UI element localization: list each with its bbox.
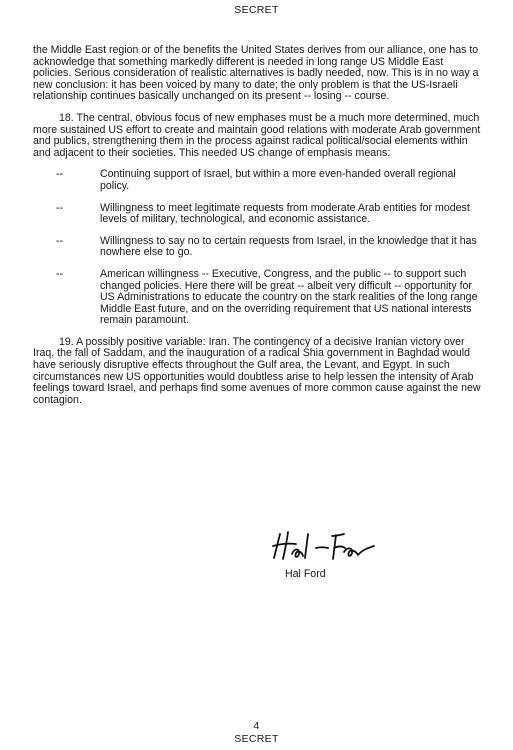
paragraph-19: 19. A possibly positive variable: Iran. The contingency of a decisive Iranian victory over Iraq, the fall of Saddam, and the inauguration of a radical Shia government in Baghdad would have seriously disruptive effects throughout the Gulf area, the Levant, and Egypt. In such circumstances new US opportunities would doubtless arise to help lessen the intensity of Arab feelings toward Israel, and perhaps find some avenues of more common cause against the new contagion. [33,335,481,406]
list-item [33,169,483,192]
list-item [33,236,483,259]
signature-block [270,528,390,580]
list-item [33,203,483,226]
list-item-text: Willingness to meet legitimate requests from moderate Arab entities for modest levels of military, technological, and economic assistance. [100,201,470,226]
signer-name: Hal Ford [285,568,326,580]
dash-marker: -- [56,267,64,280]
intro-paragraph: the Middle East region or of the benefits the United States derives from our alliance, one has to acknowledge that something markedly different is needed in long range US Middle East policies. Serious consideration of realistic alternatives is badly needed, now. This is in no way a new conclusion: it has been voiced by many to date; the only problem is that the US-Israeli relationship continues basically unchanged on its present -- losing -- course. [33,44,479,103]
paragraph-18: 18. The central, obvious focus of new emphases must be a much more determined, much more sustained US effort to create and maintain good relations with moderate Arab government and publics, strengthening them in the process against radical political/social elements within and adjacent to their societies. This needed US change of emphasis means: [33,111,481,159]
dash-marker: -- [56,201,64,214]
dash-marker: -- [56,168,64,181]
dash-marker: -- [56,234,64,247]
handwritten-signature [270,528,390,564]
page-number: 4 [253,720,260,732]
list-item-text: American willingness -- Executive, Congress, and the public -- to support such changed policies. Here there will be great -- albeit very difficult -- opportunity for US Administrations to educate the country on the stark realities of the long range Middle East future, and on the overriding requirement that US national interests remain paramount. [100,267,478,327]
list-item [33,269,483,327]
footer-classification: SECRET [234,733,279,745]
document-body [33,45,483,416]
list-item-text: Continuing support of Israel, but within a more even-handed overall regional policy. [100,168,456,192]
header-classification: SECRET [234,4,279,16]
list-item-text: Willingness to say no to certain requests from Israel, in the knowledge that it has nowhere else to go. [100,234,477,259]
